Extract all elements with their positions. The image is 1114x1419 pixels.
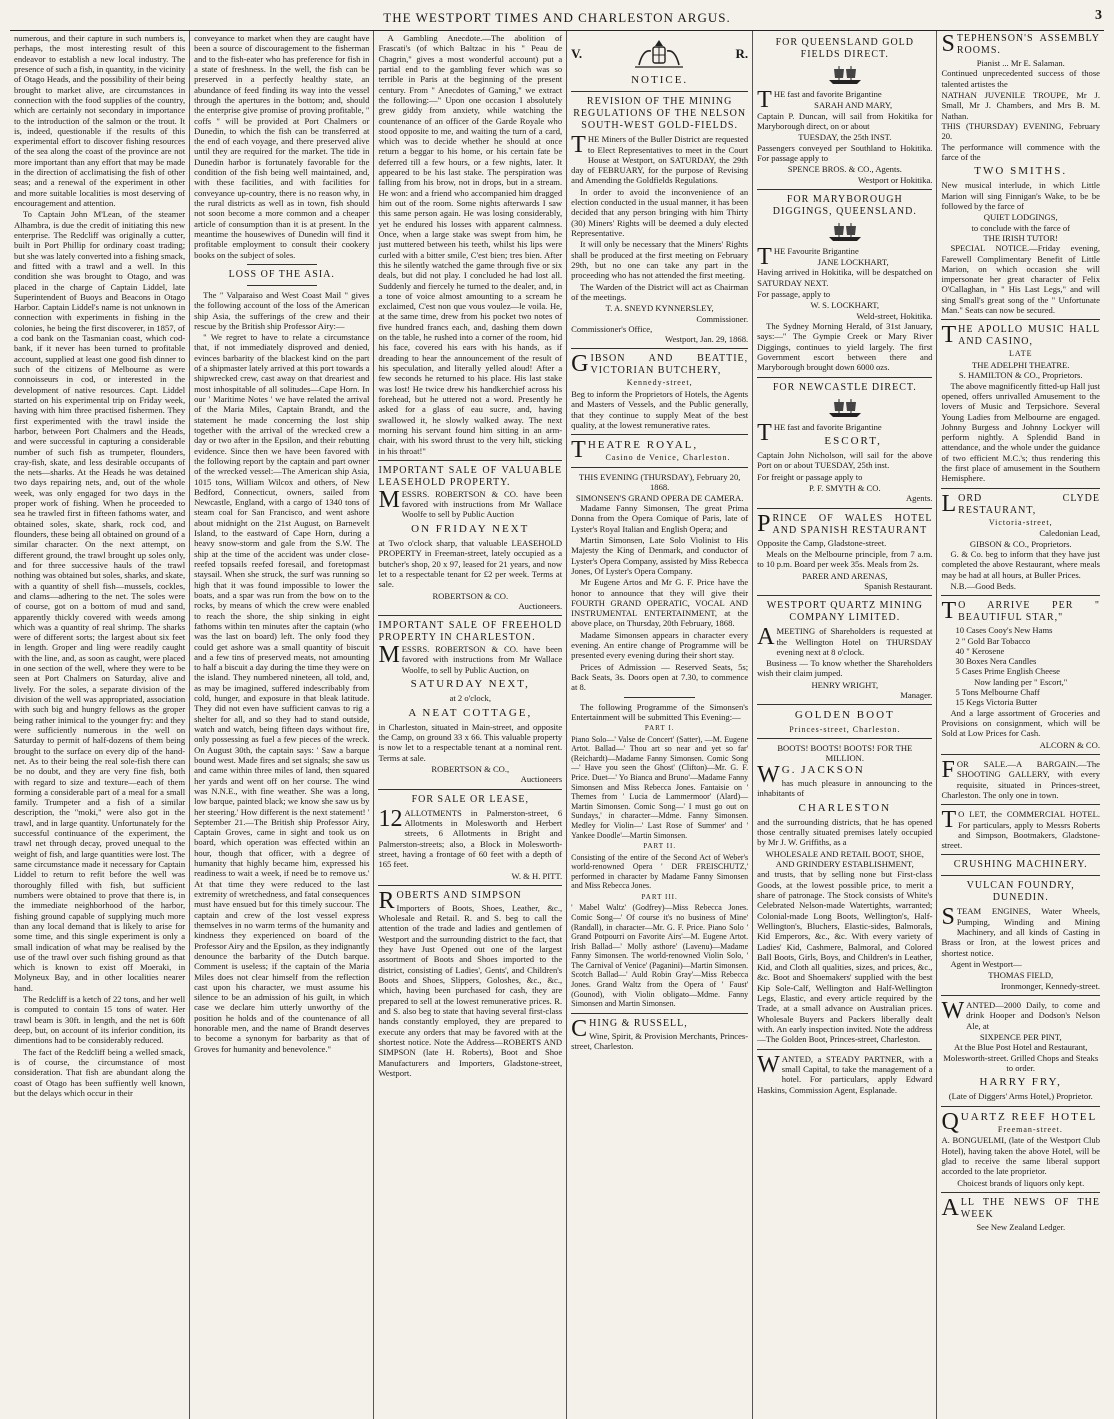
- divider: [571, 467, 748, 468]
- ad-date: TUESDAY, the 25th INST.: [798, 132, 892, 143]
- ad-street: Freeman-street.: [997, 1124, 1063, 1134]
- ad-role: Manager.: [900, 690, 933, 701]
- drop-cap: G: [571, 351, 589, 378]
- ad-line: The performance will commence with the farce of the: [941, 141, 1100, 162]
- ad-detail: and trusts, that by selling none but First-class Goods, at the lowest possible price, to merit a share of patronage. The Stock consists of White's Celebrated Nelson-made Watertights, warranted; Colonial-made Long Boots, Wellington's, Half-Wellington's, Bluchers, Elastic-sides, Balmorals, Kid Emperors, &c., &c. With every variety of Ladies' Kid, Cashmere, Balmoral, and Colored Ball Boots, Girls, Boys, and Children's in Leather, Kid, and Cloth all qualities, sizes, and prices, &c., &c. Boot and Shoemakers' supplied with the best Kip Sole-Calf, Wellington and Half-Wellington Legs, Elastic, and every article required by the Trade, at a small advance on Australian prices. Wholesale Buyers and Packers liberally dealt with. An early inspection invited. Note the address—The Golden Boot, Princes-street, Charleston.: [757, 869, 933, 1045]
- ad-title: REVISION OF THE MINING REGULATIONS OF THE NELSON SOUTH-WEST GOLD-FIELDS.: [573, 96, 747, 132]
- ad-title: WESTPORT QUARTZ MINING COMPANY LIMITED.: [766, 600, 923, 624]
- newspaper-title: THE WESTPORT TIMES AND CHARLESTON ARGUS.: [383, 10, 731, 25]
- ship-name: JANE LOCKHART,: [817, 257, 889, 268]
- divider: [247, 264, 317, 265]
- column-3: [374, 31, 567, 1419]
- column-6: [937, 31, 1104, 1419]
- ad-role: Ironmonger, Kennedy-street.: [1000, 980, 1100, 991]
- ad-title: UARTZ REEF HOTEL: [960, 1110, 1098, 1123]
- divider: [571, 434, 748, 435]
- ship-icon: [825, 64, 865, 86]
- ad-signature: HENRY WRIGHT,: [811, 679, 879, 690]
- ad-title: G. JACKSON: [781, 763, 865, 776]
- ad-body: And a large assortment of Groceries and Provisions on consignment, which will be Sold at Low Prices for Cash.: [941, 707, 1100, 739]
- divider: [571, 91, 748, 92]
- drop-cap: T: [571, 132, 586, 159]
- divider: [941, 995, 1100, 996]
- columns: [10, 31, 1104, 1419]
- ad-signature: THOMAS FIELD,: [988, 970, 1054, 981]
- list-item: 10 Cases Cooy's New Hams: [955, 625, 1053, 636]
- programme-part: Consisting of the entire of the Second Act of Weber's world-renowned Opera ' DER FREISCHUTZ,' performed in character by Madame Fanny Simonsen and Miss Rebecca Jones.: [571, 852, 749, 891]
- ad-nb: N.B.—Good Beds.: [950, 580, 1016, 591]
- ad-signature: ROBERTSON & CO.,: [431, 764, 510, 774]
- divider: [624, 697, 695, 698]
- ad-line: to conclude with the farce of: [971, 222, 1070, 233]
- column-5: [753, 31, 937, 1419]
- drop-cap: W: [941, 997, 965, 1024]
- ad-role: Spanish Restaurant.: [864, 580, 933, 591]
- ad-street: Kennedy-street,: [626, 378, 693, 388]
- ad-detail: in Charleston, situated in Main-street, and opposite the Camp, on ground 33 x 66. This valuable property is now let to a respectable tenant at a nominal rent. Terms at sale.: [378, 721, 563, 763]
- ad-body: MEETING of Shareholders is requested at the Wellington Hotel on THURSDAY evening next at 8 o'clock.: [776, 626, 933, 657]
- ad-line: TWO SMITHS.: [974, 165, 1068, 178]
- ad-body: In order to avoid the inconvenience of an election conducted in the usual manner, it has been decided that any person bringing with him Thirty (30) Miners' Rights will be deemed a duly elected Representative.: [571, 186, 749, 238]
- drop-cap: W: [757, 1051, 780, 1078]
- ad-body: Madame Fanny Simonsen, The great Prima Donna from the Opera Comique of Paris, late of Lyster's Royal Italian and English Opera; and: [571, 503, 749, 534]
- ad-proprietors: S. HAMILTON & CO., Proprietors.: [958, 370, 1083, 381]
- ad-body: HE Miners of the Buller District are requested to Elect Representatives to meet in the Court House at Westport, on SATURDAY, the 29th day of FEBRUARY, for the purpose of Revising and Amending the Goldfields Regulations.: [571, 134, 749, 186]
- ad-proprietors: GIBSON & CO., Proprietors.: [969, 538, 1072, 549]
- ad-title: IMPORTANT SALE OF FREEHOLD PROPERTY IN CHARLESTON.: [378, 620, 563, 644]
- divider: [941, 754, 1100, 755]
- ad-date: Westport, Jan. 29, 1868.: [665, 334, 749, 345]
- article-heading: LOSS OF THE ASIA.: [228, 268, 335, 280]
- crest-letter: V.: [571, 46, 583, 62]
- ad-body: ANTED—2000 Daily, to come and drink Hooper and Dodson's Nelson Ale, at: [966, 999, 1100, 1031]
- ad-subtitle: LATE: [1008, 349, 1033, 359]
- drop-cap: M: [378, 642, 400, 669]
- divider: [941, 854, 1100, 855]
- drop-cap: T: [757, 87, 772, 113]
- ad-line: New musical interlude, in which Little Marion will sing Finnigan's Wake, to be be followed by the farce of: [941, 180, 1100, 211]
- drop-cap: S: [941, 904, 955, 931]
- divider: [757, 1049, 932, 1050]
- ad-shop: WHOLESALE AND RETAIL BOOT, SHOE, AND GRINDERY ESTABLISHMENT,: [765, 848, 924, 870]
- ad-role: Agents.: [905, 493, 933, 504]
- ad-detail: Meals on the Melbourne principle, from 7 a.m. to 10 p.m. Board per week 35s. Meals from 2s.: [757, 548, 933, 570]
- ad-title: HEATRE ROYAL,: [587, 439, 699, 452]
- ad-body: Prices of Admission — Reserved Seats, 5s; Back Seats, 3s. Doors open at 7.30, to commence at 8.: [571, 661, 749, 693]
- ad-body: ANTED, a STEADY PARTNER, with a small Capital, to take the management of a hotel. For particulars, apply Edward Haskins, Commission Agent, Esplanade.: [757, 1053, 933, 1095]
- ship-icon: [825, 221, 865, 243]
- divider: [941, 319, 1100, 320]
- ad-title: FOR SALE OR LEASE,: [411, 793, 530, 805]
- ad-signature: T. A. SNEYD KYNNERSLEY,: [605, 303, 714, 314]
- divider: [941, 804, 1100, 805]
- ad-town: CHARLESTON: [798, 801, 892, 814]
- ad-detail: Passengers conveyed per Southland to Hokitika. For passage apply to: [757, 142, 933, 163]
- programme-part-label: PART II.: [643, 842, 677, 851]
- ad-subtitle: See New Zealand Ledger.: [976, 1221, 1066, 1232]
- drop-cap: T: [941, 807, 957, 834]
- ad-title: ORD CLYDE RESTAURANT,: [958, 492, 1100, 516]
- ad-title: GOLDEN BOOT: [794, 709, 895, 722]
- ad-office: Commissioner's Office,: [571, 323, 653, 334]
- drop-cap: F: [941, 756, 955, 783]
- ad-line: Pianist ... Mr E. Salaman.: [976, 58, 1065, 68]
- ad-role: Commissioner.: [696, 313, 749, 324]
- ship-icon: [825, 397, 865, 419]
- ad-title: HING & RUSSELL,: [589, 1017, 688, 1029]
- ad-price: SIXPENCE PER PINT,: [979, 1031, 1062, 1042]
- ad-body: It will only be necessary that the Miners' Rights shall be produced at the first meeting on February 29th, but no one can take any part in the proceeding who has not attended the first meeting.: [571, 239, 749, 281]
- divider: [941, 595, 1100, 596]
- programme-part: ' Mabel Waltz' (Godfrey)—Miss Rebecca Jones. Comic Song—' Of course it's no business of Mine' (Randall), in character—Mr. G. F. Price. Piano Solo ' Grand Potpourri on Favorite Airs'—M. Eugene Artot. Irish Ballad—' Molly asthore' (Lavenu)—Madame Fanny Simonsen. The world-renowned Violin Solo, ' The Carnival of Venice' (Paganini)—Martin Simonsen. Scotch Ballad—' Auld Robin Gray'—Miss Rebecca Jones. Grand Waltz from the Opera of ' Faust' (Gounod), with Violin obligato—Mdme. Fanny Simonsen and Martin Simonsen.: [571, 903, 749, 1009]
- drop-cap: T: [757, 243, 772, 270]
- divider: [941, 1192, 1100, 1193]
- ad-line: QUIET LODGINGS,: [983, 212, 1058, 223]
- ad-date: ON FRIDAY NEXT: [411, 522, 530, 535]
- ad-subtitle: Casino de Venice, Charleston.: [605, 453, 731, 463]
- ad-body: ALLOTMENTS in Palmerston-street, 6 Allotments in Molesworth and Herbert streets, 6 Allotments in Bright and Palmerston-streets; also, a Block in Molesworth-street, having a frontage of 60 feet with a depth of 165 feet.: [378, 807, 563, 870]
- article-paragraph: " We regret to have to relate a circumstance that, if not immediately disproved and denied, evinces barbarity of the blackest kind on the part of a shipmaster lately arrived at this port towards a shipwrecked crew, cast away on that dreariest and most inhospitable of all solitudes—Cape Horn. In our ' Maritime Notes ' we have related the arrival of the Maria Miles, Captain Brandt, and the statement he made concerning the lost ship together with the arrival of the wrecked crew a day or two after in the Epsilon, and their rebutting evidence. Since then we have been favored with the following report by the captain and part owner of the wrecked vessel:—The American ship Asia, 1015 tons, William Wilcox and others, of New Bedford, Connecticut, owners, sailed from Newcastle, England, with a cargo of 1340 tons of steam coal for San Francisco, and went ashore about midnight on the 21st August, on Barnevelt Island, to the eastward of Cape Horn, during a heavy snow-storm and gale from the S.W. The ship at the time of the accident was under close-reefed topsails reefed foresail, and foretopmast staysail. When she struck, the surf was running so high that it was found impossible to lower the boats, and a spar was run from the bow on to the rocks, by means of which the crew were enabled to reach the shore, the ship sinking in eight fathoms within ten minutes after the captain (who was the last on board) left. The only food they could get ashore was a small quantity of biscuit and a few tins of preserved meats, not amounting to half a biscuit a day during the time they were on the island. They numbered nineteen, all told, and, as may be imagined, suffered indescribably from cold, hunger, and exposure in that bleak latitude. They did not even have sufficient canvas to rig a shelter for all, and so they had to stand outside, watch and watch, being fifteen days without fire, only possessing as fuel a few pieces of the wreck. On August 30th, the captain says: ' Saw a barque bound west. Made fires and set signals; she saw us and came within three miles of land, then squared her yards and went off on her course. The wind was N.N.E., with fine weather. She was a long, low barque, painted black; we know she saw us by her steering.' How different is the next statement! ' September 21.—The British ship Professor Airy, Captain Groves, came in sight and took us on board, which operation was effected within an hour, though that officer, with a degree of humanity that highly became him, expressed his readiness to wait a week, if need be to remove us.' At that time they were reduced to the last extremity of wretchedness, and fatal consequences must have ensued but for this timely succour. The captain and crew of the lost vessel express themselves in no warm terms of the humanity and kindness they experienced on board of the Professor Airy and the Epsilon, as they indignantly denounce the barbarity of the Dutch barque. Comment is useless; if the captain of the Maria Miles does not clear himself from the reflection cast upon his character, we must assume his silence to be an admission of his guilt, in which case we declare him utterly unworthy of the position he holds and of the countenance of all honorable men, and the name of Brandt deserves to become a synonym for barbarity as that of Groves for humanity and benevolence.": [194, 332, 370, 1054]
- gambling-anecdote: A Gambling Anecdote.—The abolition of Frascati's (of which Baltzac in his " Peau de Chagrin," gives a most wonderful account) put a partial end to the gambling fever which was so terrible in Paris at the beginning of the present century. From " Anecdotes of Gaming," we extract the following:—" Upon one occasion I absolutely grew giddy from anxiety, while watching the countenance of an officer of the Garde Royale who stood opposite to me, and waiting the turn of a card, which was to decide whether he should at once return a beggar to his home, or his certain fate be deferred till a few hours, or a few nights, later. It appeared to be his last stake. The perspiration was falling from his brow, not in drops, but in a stream. He won: and a friend who accompanied him dragged him out of the room. Some nights afterwards I saw this same person again. He was losing considerably, yet he endured his losses with apparent calmness. Once, when a large stake was swept from him, he just muttered between his teeth, whilst his lips were curled with a bitter smile, C'est bien; tres bien. After this he silently watched the game through five or six deals, but did not play. I concluded he had lost all. Suddenly and fiercely he turned to the dealer, and, in a tone of voice almost amounting to a scream he exclaimed, C'est non que vous voulez—le voila. He, at the same time, drew from his pocket two notes of five hundred francs each, and, dashing them down on the table, he rushed into a corner of the room, hid his face, covered his ears with his hands, as if dreading to hear the announcement of the result of his speculation, and literally yelled aloud! After a few seconds he returned to his place. His last stake was lost! He twice drew his handkerchief across his forehead, but he uttered not a word. Presently he asked for a glass of eau sucre, and, having swallowed it, he slowly walked away. The next morning his servant found him sitting in an arm-chair, with his sword thrust to the very hilt, sticking in his throat!": [378, 33, 563, 456]
- ad-body: ESSRS. ROBERTSON & CO. have been favored with instructions from Mr Wallace Woolfe to sell by Public Auction: [401, 488, 563, 520]
- ad-signature: W. S. LOCKHART,: [810, 300, 880, 311]
- article-paragraph: numerous, and their capture in such numbers is, perhaps, the most interesting result of this endeavor to establish a new local industry. The presence of such a fish, in quantity, in the vicinity of Otago Heads, and the possibility of their being brought to market alive, are circumstances in connection with the food supplies of the country, which are certainly not secondary in importance to the introduction of the salmon or the trout. It is, indeed, questionable if the results of this experimental effort to discover fishing resources of the sea along the coast of the province are not more important than any effort that may be made in the direction of acclimatising the fish of other seas; and a renewal of the experiment in other and more suitable localities is most deserving of encouragement and attention.: [14, 33, 186, 208]
- ad-signature: W. & H. PITT.: [511, 870, 563, 881]
- ad-body: TEAM ENGINES, Water Wheels, Pumping, Winding and Mining Machinery, and all kinds of Casting in Brass or Iron, at the lowest prices and shortest notice.: [941, 906, 1100, 958]
- ad-note: Choicest brands of liquors only kept.: [957, 1177, 1085, 1188]
- ad-body: Opposite the Camp, Gladstone-street.: [757, 537, 887, 548]
- ad-detail: Business — To know whether the Shareholders wish their claim jumped.: [757, 658, 933, 679]
- advertisement-for-sale-lease: [378, 794, 562, 881]
- ad-detail: Captain P. Duncan, will sail from Hokitika for Maryborough direct, on or about: [757, 110, 933, 131]
- page-number: 3: [1095, 8, 1102, 23]
- ad-title: VULCAN FOUNDRY, DUNEDIN.: [966, 880, 1075, 904]
- masthead: [10, 6, 1104, 31]
- drop-cap: A: [757, 624, 775, 651]
- notice-heading: NOTICE.: [631, 74, 689, 86]
- divider: [757, 738, 932, 739]
- ad-signature: ALCORN & CO.: [1039, 739, 1100, 750]
- ad-title: IMPORTANT SALE OF VALUABLE LEASEHOLD PROPERTY.: [378, 464, 563, 488]
- ad-body: Importers of Boots, Shoes, Leather, &c., Wholesale and Retail. R. and S. beg to call the attention of the trade and ladies and gentlemen of Westport and the surrounding district to the fact, that they have Just Opened out one of the largest assortment of Boots and Shoes imported to the district, consisting of Ladies', Gents', and Children's Boots and Shoes, Slippers, Goloshes, &c., &c., which, having been purchased for cash, they are prepared to sell at the lowest remunerative prices. R. and S. also beg to state that having several first-class hands constantly employed, they are prepared to execute any orders that may be favored with at the shortest notice. Note the Address—ROBERTS AND SIMPSON (late H. Roberts), Boot and Shoe Manufacturers and Importers, Gladstone-street, Westport.: [378, 902, 563, 1078]
- ad-body: OR SALE.—A BARGAIN.—The SHOOTING GALLERY, with every requisite, situated in Princes-street, Charleston. The only one in town.: [941, 758, 1100, 800]
- ad-title: IBSON AND BEATTIE, VICTORIAN BUTCHERY,: [590, 353, 749, 377]
- ad-title: TEPHENSON'S ASSEMBLY ROOMS.: [956, 33, 1100, 56]
- ad-lot: A NEAT COTTAGE,: [408, 706, 533, 719]
- divider: [378, 615, 562, 616]
- divider: [757, 377, 932, 378]
- ad-body: A. BONGUELMI, (late of the Westport Club Hotel), having taken the above Hotel, will be glad to receive the same liberal support accorded to the late proprietor.: [941, 1135, 1100, 1177]
- ad-body: Beg to inform the Proprietors of Hotels, the Agents and Masters of Vessels, and the Public generally, that they continue to supply Meat of the best quality, at the lowest remunerative rates.: [571, 389, 749, 430]
- ad-detail: and the surrounding districts, that he has opened those centrally situated premises lately occupied by Mr J. W. Griffiths, as a: [757, 816, 933, 848]
- list-item: 5 Cases Prime English Cheese: [955, 666, 1060, 677]
- ad-date: SATURDAY NEXT,: [410, 678, 530, 691]
- ad-title: RINCE OF WALES HOTEL AND SPANISH RESTAURANT: [772, 512, 933, 536]
- ad-body: ESSRS. ROBERTSON & CO. have been favored with instructions from Mr Wallace Woolfe, to sell by Public Auction, on: [401, 644, 563, 675]
- ad-body: The above magnificently fitted-up Hall just opened, offers unrivalled Amusement to the lovers of Music and Terpsichore. Several Young Ladies from Melbourne are engaged. Johnny Burgess and Johnny Lockyer will perform nightly. A Splendid Band in attendance, and the whole under the guidance of two efficient M.C.'s; thus rendering this the first place of amusement in the Southern Hemisphere.: [941, 380, 1100, 484]
- ad-line: Continued unprecedented success of those talented artistes the: [941, 68, 1100, 89]
- divider: [757, 704, 932, 705]
- divider: [571, 348, 748, 349]
- ad-body: Martin Simonsen, Late Solo Violinist to His Majesty the King of Denmark, and conductor of Lyster's Opera Company, assisted by Miss Rebecca Jones, Of Lyster's Opera Company.: [571, 534, 749, 576]
- divider: [941, 875, 1100, 876]
- divider: [757, 595, 932, 596]
- divider: [941, 1106, 1100, 1107]
- ad-detail: The Sydney Morning Herald, of 31st January, says:—" The Gympie Creek or Mary River Diggings, continues to yield largely. The first Government escort between there and Maryborough brought down 6000 ozs.: [757, 321, 933, 373]
- ad-title: FOR NEWCASTLE DIRECT.: [772, 381, 917, 393]
- drop-cap: Q: [941, 1108, 959, 1135]
- drop-cap: T: [571, 437, 586, 464]
- ad-line: NATHAN JUVENILE TROUPE, Mr J. Small, Mr J. Chambers, and Mrs B. M. Nathan.: [941, 89, 1100, 121]
- ad-detail: For passage, apply to: [757, 289, 831, 300]
- ad-detail: For freight or passage apply to: [757, 471, 863, 482]
- ad-title: OBERTS AND SIMPSON: [396, 889, 522, 901]
- ad-body: has much pleasure in announcing to the inhabitants of: [757, 777, 933, 799]
- ad-title: HE APOLLO MUSIC HALL AND CASINO,: [958, 324, 1100, 348]
- ad-title: LL THE NEWS OF THE WEEK: [960, 1196, 1100, 1220]
- divider: [247, 285, 317, 286]
- divider: [757, 189, 932, 190]
- ad-subtitle: THE ADELPHI THEATRE.: [971, 359, 1070, 370]
- list-item: 2 " Gold Bar Tobacco: [955, 635, 1031, 646]
- programme-part: Piano Solo—' Valse de Concert' (Satter), —M. Eugene Artot. Ballad—' Thou art so near and yet so far' (Reichardt)—Madame Fanny Simonsen. Comic Song—' Have you seen the Ghost' (Clifton)—Mr. G. F. Price. Duet—' Yo Bianca and Bruno'—Madame Fanny Simonsen and Miss Rebecca Jones. Fantaisie on ' Themes from ' Lucia de Lammermoor' (Alard)—Martin Simonsen. Comic Song—' I must go out on Sundays,' in character—Mdme. Fanny Simonsen. Medley for Violin—' Last Rose of Summer' and ' Yankee Doodle'—Martin Simonsen.: [571, 734, 749, 840]
- ad-role: Auctioneers.: [518, 600, 563, 611]
- ad-street: Victoria-street,: [988, 517, 1053, 527]
- drop-cap: C: [571, 1015, 588, 1042]
- ad-body: The following Programme of the Simonsen's Entertainment will be submitted This Evening:—: [571, 701, 749, 722]
- ad-body: HE fast and favorite Brigantine: [773, 89, 882, 99]
- ad-signature: SPENCE BROS. & CO., Agents.: [787, 164, 902, 175]
- drop-cap: 12: [378, 805, 403, 832]
- ad-location: At the Blue Post Hotel and Restaurant, Molesworth-street. Grilled Chops and Steaks to order.: [943, 1042, 1099, 1073]
- ship-name: ESCORT,: [824, 434, 882, 447]
- article-paragraph: conveyance to market when they are caught have been a source of discouragement to the fisherman and to the fish-eater who has preference for fish in a state of freshness. In the well, the fish can be preserved in a perfectly healthy state, an abundance of feed finding its way into the vessel through the apertures in the bottom; and, should the enterprise give promise of proving profitable, " coffs " will be provided at Port Chalmers or Dunedin, to which the fish can be transferred at the end of each voyage, and there preserved alive until they are required for the market. The tide in Dunedin harbor is fortunately favorable for the condition of the fish being well maintained, and, with these facilities, and with facilities for conveyance up-country, there is no reason why, in the rural districts as well as in town, fish should not soon become a more common and a cheaper article of consumption than it is at present. In the meantime the housewives of Dunedin will find it profitable employment to consult their cookery books on the subject of soles.: [194, 33, 370, 260]
- ad-body: The Warden of the District will act as Chairman of the meetings.: [571, 281, 749, 302]
- article-paragraph: The fact of the Redcliff being a welled smack, is of course, the circumstance of most consideration. That fish are abundant along the coast of Otago has been suffiently well known, but the delays which occur in their: [14, 1046, 186, 1098]
- column-2: [190, 31, 374, 1419]
- ad-title: O ARRIVE PER " BEAUTIFUL STAR,": [958, 600, 1100, 624]
- drop-cap: R: [378, 887, 395, 914]
- article-paragraph: The " Valparaiso and West Coast Mail " gives the following account of the loss of the American ship Asia, the sufferings of the crew and their rescue by the British ship Professor Airy:—: [194, 289, 370, 331]
- drop-cap: A: [941, 1194, 959, 1221]
- ad-slogan: BOOTS! BOOTS! BOOTS! FOR THE MILLION.: [777, 743, 913, 764]
- ad-body: O LET, the COMMERCIAL HOTEL. For particulars, apply to Messrs Roberts and Simpson, Bootmakers, Gladstone-street.: [941, 809, 1100, 851]
- drop-cap: T: [757, 419, 772, 446]
- ad-title: CRUSHING MACHINERY.: [953, 859, 1088, 871]
- ad-location: Weld-street, Hokitika.: [856, 310, 933, 321]
- royal-crest: [571, 37, 748, 71]
- advertisement-roberts-simpson: [378, 887, 563, 1078]
- ad-detail: at Two o'clock sharp, that valuable LEASEHOLD PROPERTY in Freeman-street, lately occupied as a butcher's shop, 20 x 97, leased for 21 years, and now let to a respectable tenant for £2 per week. Terms at sale.: [378, 537, 563, 590]
- drop-cap: W: [757, 761, 780, 788]
- column-1: [10, 31, 190, 1419]
- list-item: 40 " Kerosene: [955, 645, 1005, 656]
- ad-signature: ROBERTSON & CO.: [432, 590, 509, 601]
- advertisement-freehold-sale: [378, 620, 562, 785]
- ad-line: THIS (THURSDAY) EVENING, February 20.: [941, 120, 1100, 142]
- theatre-date: THIS EVENING (THURSDAY), February 20, 1868.: [578, 472, 741, 493]
- drop-cap: S: [941, 31, 955, 57]
- programme-part-label: PART III.: [641, 892, 678, 901]
- divider: [941, 488, 1100, 489]
- ad-street: Princes-street, Charleston.: [789, 724, 901, 734]
- article-paragraph: The Redcliff is a ketch of 22 tons, and her well is computed to contain 15 tons of water. Her trawl beam is 30ft. in length, and the net is 60ft deep, but, on account of its inferior condition, its dimentions had to be considerably reduced.: [14, 994, 186, 1046]
- ad-signature: HARRY FRY,: [979, 1076, 1062, 1089]
- ad-title: FOR MARYBOROUGH DIGGINGS, QUEENSLAND.: [772, 193, 917, 217]
- divider: [757, 508, 932, 509]
- ad-agent: Agent in Westport—: [950, 959, 1022, 969]
- ad-signature: P. F. SMYTH & CO.: [808, 483, 881, 493]
- advertisement-leasehold-sale: [378, 465, 562, 611]
- ad-body: Madame Simonsen appears in character every evening. An entire change of Programme will be presented every evening during their short stay.: [571, 629, 749, 661]
- ad-location: Caledonian Lead,: [1039, 528, 1100, 539]
- drop-cap: L: [941, 490, 957, 517]
- list-item: 30 Boxes Nera Candles: [955, 656, 1037, 667]
- divider: [378, 885, 562, 886]
- column-4: [567, 31, 753, 1419]
- ship-name: SARAH AND MARY,: [814, 100, 893, 111]
- drop-cap: M: [378, 486, 400, 513]
- ad-time: at 2 o'clock,: [449, 693, 491, 704]
- ad-role: Auctioneers: [520, 774, 563, 785]
- ad-detail: Captain John Nicholson, will sail for the above Port on or about TUESDAY, 25th inst.: [757, 450, 933, 471]
- divider: [571, 1013, 748, 1014]
- theatre-company: SIMONSEN'S GRAND OPERA DE CAMERA.: [575, 492, 744, 503]
- drop-cap: T: [941, 322, 957, 349]
- ad-body: HE Favourite Brigantine: [773, 245, 859, 256]
- divider: [378, 460, 562, 461]
- programme-part-label: PART I.: [644, 724, 675, 733]
- ad-line: THE IRISH TUTOR!: [983, 232, 1059, 243]
- ad-line: SPECIAL NOTICE.—Friday evening, Farewell Complimentary Benefit of Little Marion, on which occasion she will impersonate her great character of Felix O'Callaghan, in " His Last Legs," and will sing Small's great song of the " Unfortunate Man." Seats can now be secured.: [941, 243, 1100, 316]
- drop-cap: T: [941, 598, 957, 625]
- ad-body: G. & Co. beg to inform that they have just completed the above Restaurant, where meals may be had at all hours, at Buller Prices.: [941, 548, 1100, 580]
- list-item: 5 Tons Melbourne Chaff: [955, 687, 1040, 698]
- royal-arms-icon: [629, 37, 689, 71]
- drop-cap: P: [757, 510, 771, 537]
- ad-body: HE fast and favorite Brigantine: [773, 421, 882, 432]
- ad-title: FOR QUEENSLAND GOLD FIELDS DIRECT.: [775, 37, 915, 60]
- ad-landing: Now landing per " Escort,": [974, 676, 1068, 687]
- ad-body: Mr Eugene Artos and Mr G. F. Price have the honor to announce that they will give their FOURTH GRAND OPERATIC, VOCAL AND INSTRUMENTAL ENTERTAINMENT, at the above place, on Thursday, 20th February, 1868.: [571, 577, 749, 629]
- ad-role: (Late of Diggers' Arms Hotel,) Proprietor.: [948, 1091, 1093, 1102]
- ad-signature: PARER AND ARENAS,: [802, 570, 888, 581]
- article-paragraph: To Captain John M'Lean, of the steamer Alhambra, is due the credit of initiating this new enterprise. The Redcliff was originally a cutter, built in Port Phillip for ordinary coast trading; but she was lately converted into a fishing smack, and fitted with a trawl and a well. In this condition she was brought to Otago, and was placed in the charge of Captain Liddel, late Superintendent of Buoys and Beacons in Otago Harbor. Captain Liddel's name is not unknown in connection with experiments in fishing in the colonies, he being the first discoverer, in 1857, of a cod bank on the Tasmanian coast, which cod-bank, if it never has been turned to profitable account, supplied at least one good fish dinner to such of the citizens of Melbourne as were connoisseurs in cod, or interested in the development of native resources. Capt. Liddel started on his experimental trip on Friday week, having with him three practised fishermen. They first experimented with the trawl inside the harbor, between Port Chalmers and the Heads, and were successful in capturing a considerable number of such fish as trumpeter, flounders, cray-fish, skate, and less desirable occupants of the nets—sharks. At the Heads he was detained two days repairing nets, and, out of the whole week, was only engaged for two days in the proper work of fishing. When he proceeded to sea he trawled first in fifteen fathoms water, and obtained soles, skate, shark, rock cod, and flounders, these being all obtained on ground of a similar character. On the next attempt, on different ground, the trawl brought up soles only, and for three successive hauls of the trawl nothing was obtained but soles, sharks, and skate, with a quantity of shell fish—mussels, cockles, and clams—adhering to the net. The soles were of course, got on a bottom of mud and sand, apparently thickly covered with weeds among which was a quantity of real shrimp. The sharks were of different sorts; the largest about six feet in length. Groper and ling were readily caught with the line, and, as soon as caught, were placed in one section of the well, where they were to be seen at Port Chalmers on Saturday, alive and lively. For the soles, a separate division of the division of the well was appropriated, association with such big and hungry fellows as the groper being rather inimical to the younger fry: and they were sufficiently numerous in the well on Saturday to permit of half-dozens of them being brought to the surface on every dip of the hand-net. As to their being the real sole-fish there can be no doubt, and they are very fine fish, both with regard to size and texture—each of them forming a considerable part of a meal for a small family. Trumpeter and a fish of a similar description, the "moki," were also got in the trawl, and in large quantity. Unfortunately for the successful continuance of the experiment, the trawl net through decay, proved unequal to the weight of fish, and large quantities were lost. The same circumstance made it necessary for Captain Liddel to return to refit before the well was thoroughly filled with fish, but sufficient numbers were obtained to prove that there is, in the immediate neighborhood of the harbor, fishing ground capable of supplying much more than any local demand that is likely to arise for some time, and this single experiment is only a small indication of what may be realised by the use of the trawl over such fishing ground as that which is known to exist off Moeraki, in Molyneux Bay, and in other localities nearer hand.: [14, 209, 186, 993]
- ad-detail: Having arrived in Hokitika, will be despatched on SATURDAY NEXT.: [757, 267, 933, 288]
- ad-location: Westport or Hokitika.: [857, 174, 933, 185]
- ad-body: Wine, Spirit, & Provision Merchants, Princes-street, Charleston.: [571, 1030, 749, 1052]
- list-item: 15 Kegs Victoria Butter: [955, 697, 1038, 708]
- crest-letter: R.: [735, 46, 749, 62]
- divider: [378, 789, 562, 790]
